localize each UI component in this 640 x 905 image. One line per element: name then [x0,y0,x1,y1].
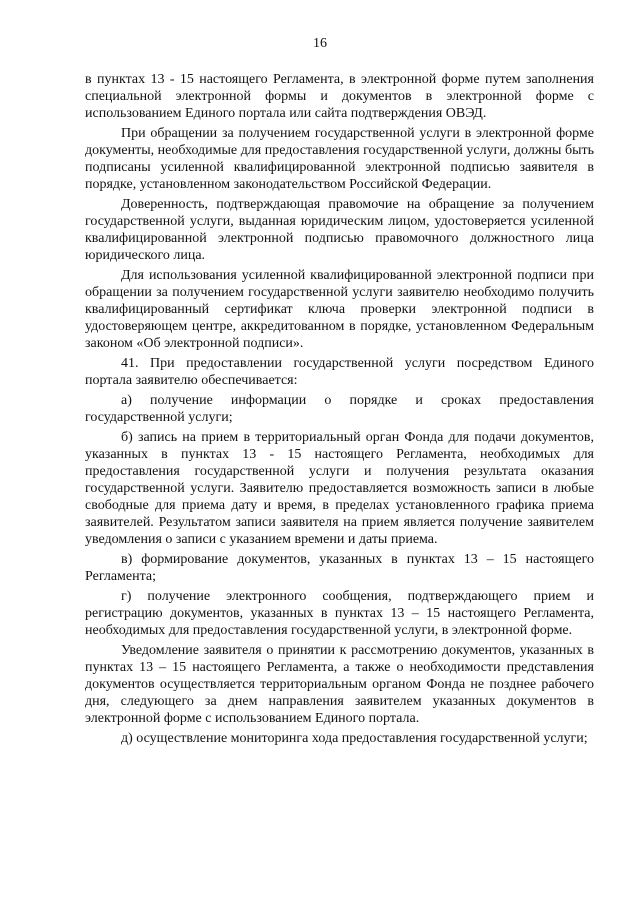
list-item: г) получение электронного сообщения, подтверждающего прием и регистрацию документов, указанных в пунктах 13 – 15 настоящего Регламента, необходимых для предоставления государственной услуги, в электронной форме. [85,589,594,638]
paragraph: в пунктах 13 - 15 настоящего Регламента, в электронной форме путем заполнения специальной электронной формы и документов в электронной форме с использованием Единого портала или сайта подтверждения ОВЭД. [85,72,594,121]
list-item: д) осуществление мониторинга хода предоставления государственной услуги; [121,731,588,746]
list-item: а) получение информации о порядке и сроках предоставления государственной услуги; [85,393,594,425]
page-number: 16 [313,36,327,51]
paragraph: Для использования усиленной квалифицированной электронной подписи при обращении за получением государственной услуги заявителю необходимо получить квалифицированный сертификат ключа проверки электронной подписи в удостоверяющем центре, аккредитованном в порядке, установленном Федеральным законом «Об электронной подписи». [85,268,594,351]
paragraph: Уведомление заявителя о принятии к рассмотрению документов, указанных в пунктах 13 – 15 настоящего Регламента, а также о необходимости представления документов осуществляется территориальным органом Фонда не позднее рабочего дня, следующего за днем направления заявителем указанных документов в электронной форме с использованием Единого портала. [85,643,594,726]
list-item: в) формирование документов, указанных в пунктах 13 – 15 настоящего Регламента; [85,552,594,584]
paragraph: При обращении за получением государственной услуги в электронной форме документы, необходимые для предоставления государственной услуги, должны быть подписаны усиленной квалифицированной электронной подписью заявителя в порядке, установленном законодательством Российской Федерации. [85,126,594,192]
document-body [85,71,594,750]
list-item: б) запись на прием в территориальный орган Фонда для подачи документов, указанных в пунктах 13 - 15 настоящего Регламента, необходимых для предоставления государственной услуги и получения результата оказания государственной услуги. Заявителю предоставляется возможность записи в любые свободные для приема дату и время, в пределах установленного графика приема заявителей. Результатом записи заявителя на прием является получение заявителем уведомления о записи с указанием времени и даты приема. [85,430,594,547]
paragraph: 41. При предоставлении государственной услуги посредством Единого портала заявителю обеспечивается: [85,356,594,388]
paragraph: Доверенность, подтверждающая правомочие на обращение за получением государственной услуги, выданная юридическим лицом, удостоверяется усиленной квалифицированной электронной подписью правомочного должностного лица юридического лица. [85,197,594,263]
